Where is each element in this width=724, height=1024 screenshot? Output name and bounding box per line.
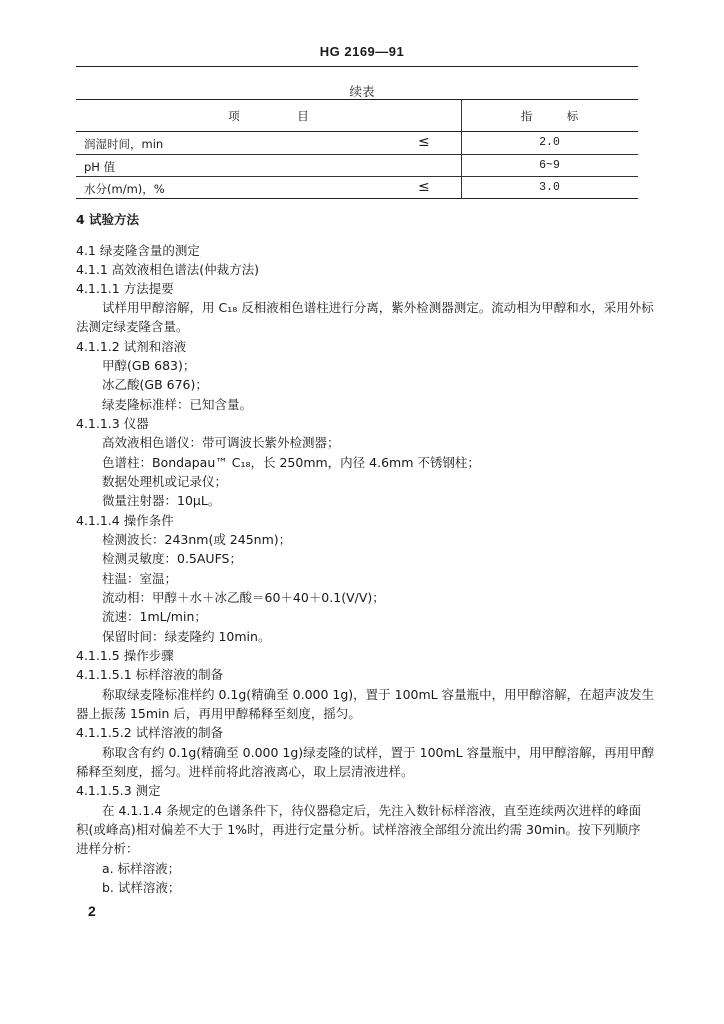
list-item: a. 标样溶液；	[102, 861, 181, 876]
paragraph-line: 称取绿麦隆标准样约 0.1g(精确至 0.000 1g)，置于 100mL 容量瓶中，用甲醇溶解，在超声波发生	[102, 687, 655, 702]
subsection-heading: 4.1.1.2 试剂和溶液	[76, 339, 187, 354]
subsection-heading: 4.1.1.1 方法提要	[76, 281, 174, 296]
subsection-heading: 4.1 绿麦隆含量的测定	[76, 243, 200, 258]
standard-header: HG 2169—91	[319, 44, 405, 59]
list-line: 微量注射器：10μL。	[102, 493, 221, 508]
paragraph-line: 稀释至刻度，摇匀。进样前将此溶液离心，取上层清液进样。	[76, 764, 414, 779]
list-item: b. 试样溶液；	[102, 880, 181, 895]
list-line: 甲醇(GB 683)；	[102, 358, 196, 373]
row-item: pH 值	[84, 160, 116, 174]
row-item: 润湿时间，min	[84, 137, 164, 151]
paragraph-line: 试样用甲醇溶解，用 C₁₈ 反相液相色谱柱进行分离，紫外检测器测定。流动相为甲醇和水，采用外标	[102, 300, 654, 315]
paragraph-line: 积(或峰高)相对偏差不大于 1%时，再进行定量分析。试样溶液全部组分流出约需 30min。按下列顺序	[76, 822, 641, 837]
paragraph-line: 在 4.1.1.4 条规定的色谱条件下，待仪器稳定后，先注入数针标样溶液，直至连续两次进样的峰面	[102, 803, 642, 818]
subsection-heading: 4.1.1 高效液相色谱法(仲裁方法)	[76, 262, 260, 277]
list-line: 流速：1mL/min；	[102, 609, 207, 624]
spec-table	[76, 99, 638, 199]
header-rule	[76, 66, 638, 67]
list-line: 检测灵敏度：0.5AUFS；	[102, 551, 242, 566]
list-line: 绿麦隆标准样：已知含量。	[102, 397, 253, 412]
page-number: 2	[88, 903, 96, 919]
paragraph-line: 称取含有约 0.1g(精确至 0.000 1g)绿麦隆的试样，置于 100mL 容量瓶中，用甲醇溶解，再用甲醇	[102, 745, 655, 760]
list-line: 流动相：甲醇＋水＋冰乙酸＝60＋40＋0.1(V/V)；	[102, 590, 385, 605]
paragraph-line: 进样分析：	[76, 841, 139, 856]
column-header-item: 项 目	[228, 109, 309, 123]
subsection-heading: 4.1.1.4 操作条件	[76, 513, 174, 528]
list-line: 柱温：室温；	[102, 571, 178, 586]
list-line: 检测波长：243nm(或 245nm)；	[102, 532, 292, 547]
row-value: 3.0	[539, 181, 560, 194]
subsection-heading: 4.1.1.5.1 标样溶液的制备	[76, 667, 224, 682]
column-header-index: 指 标	[520, 109, 579, 123]
subsection-heading: 4.1.1.5 操作步骤	[76, 648, 174, 663]
row-operator: ≤	[418, 134, 430, 150]
list-line: 冰乙酸(GB 676)；	[102, 377, 208, 392]
paragraph-line: 法测定绿麦隆含量。	[76, 319, 189, 334]
subsection-heading: 4.1.1.5.2 试样溶液的制备	[76, 725, 224, 740]
row-value: 2.0	[539, 136, 560, 149]
list-line: 色谱柱：Bondapau™ C₁₈，长 250mm，内径 4.6mm 不锈钢柱；	[102, 455, 480, 470]
section-heading: 4 试验方法	[76, 212, 140, 227]
list-line: 数据处理机或记录仪；	[102, 474, 228, 489]
list-line: 高效液相色谱仪：带可调波长紫外检测器；	[102, 435, 340, 450]
table-row	[76, 177, 638, 199]
row-item: 水分(m/m)，%	[84, 182, 165, 196]
table-header-row	[76, 99, 638, 132]
table-caption: 续表	[349, 84, 375, 99]
table-row	[76, 132, 638, 155]
row-value: 6~9	[539, 159, 560, 172]
table-column-divider	[461, 99, 462, 199]
subsection-heading: 4.1.1.5.3 测定	[76, 783, 161, 798]
subsection-heading: 4.1.1.3 仪器	[76, 416, 149, 431]
list-line: 保留时间：绿麦隆约 10min。	[102, 629, 271, 644]
table-row	[76, 155, 638, 177]
paragraph-line: 器上振荡 15min 后，再用甲醇稀释至刻度，摇匀。	[76, 706, 361, 721]
row-operator: ≤	[418, 179, 430, 195]
